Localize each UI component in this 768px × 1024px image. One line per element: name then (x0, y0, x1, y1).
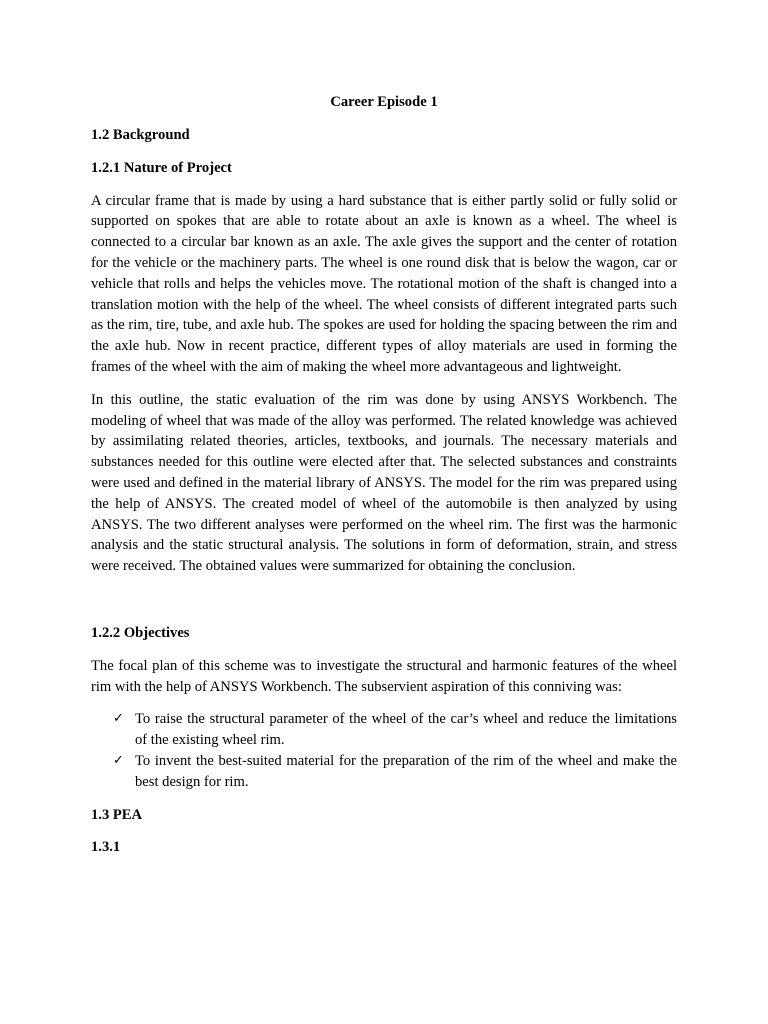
paragraph-nature-1: A circular frame that is made by using a hard substance that is either partly solid or fully solid or supported on spokes that are able to rotate about an axle is known as a wheel. The wheel is connected to a circular bar known as an axle. The axle gives the support and the center of rotation for the vehicle or the machinery parts. The wheel is one round disk that is below the wagon, car or vehicle that rolls and helps the vehicles move. The rotational motion of the shaft is changed into a translation motion with the help of the wheel. The wheel consists of different integrated parts such as the rim, tire, tube, and axle hub. The spokes are used for holding the spacing between the rim and the axle hub. Now in recent practice, different types of alloy materials are used in forming the frames of the wheel with the aim of making the wheel more advantageous and lightweight. (91, 192, 677, 375)
section-heading-background: 1.2 Background (91, 127, 190, 143)
list-item-text: To raise the structural parameter of the wheel of the car’s wheel and reduce the limitations of the existing wheel rim. (135, 711, 677, 749)
subsection-heading-1-3-1: 1.3.1 (91, 839, 121, 856)
objectives-list (91, 709, 677, 792)
paragraph-objectives: The focal plan of this scheme was to investigate the structural and harmonic features of the wheel rim with the help of ANSYS Workbench. The subservient aspiration of this conniving was: (91, 657, 677, 695)
paragraph-nature-2: In this outline, the static evaluation of the rim was done by using ANSYS Workbench. The modeling of wheel that was made of the alloy was performed. The related knowledge was achieved by assimilating related theories, articles, textbooks, and journals. The necessary materials and substances needed for this outline were elected after that. The selected substances and constraints were used and defined in the material library of ANSYS. The model for the rim was prepared using the help of ANSYS. The created model of wheel of the automobile is then analyzed by using ANSYS. The two different analyses were performed on the wheel rim. The first was the harmonic analysis and the static structural analysis. The solutions in form of deformation, strain, and stress were received. The obtained values were summarized for obtaining the conclusion. (91, 391, 677, 575)
list-item (91, 751, 677, 793)
list-item (91, 709, 677, 751)
document-title: Career Episode 1 (330, 94, 438, 110)
list-item-text: To invent the best-suited material for the preparation of the rim of the wheel and make the best design for rim. (135, 752, 677, 790)
checkmark-icon: ✓ (113, 711, 124, 727)
checkmark-icon: ✓ (113, 752, 124, 768)
subsection-heading-objectives: 1.2.2 Objectives (91, 624, 190, 641)
section-heading-pea: 1.3 PEA (91, 806, 143, 823)
subsection-heading-nature-of-project: 1.2.1 Nature of Project (91, 159, 232, 176)
